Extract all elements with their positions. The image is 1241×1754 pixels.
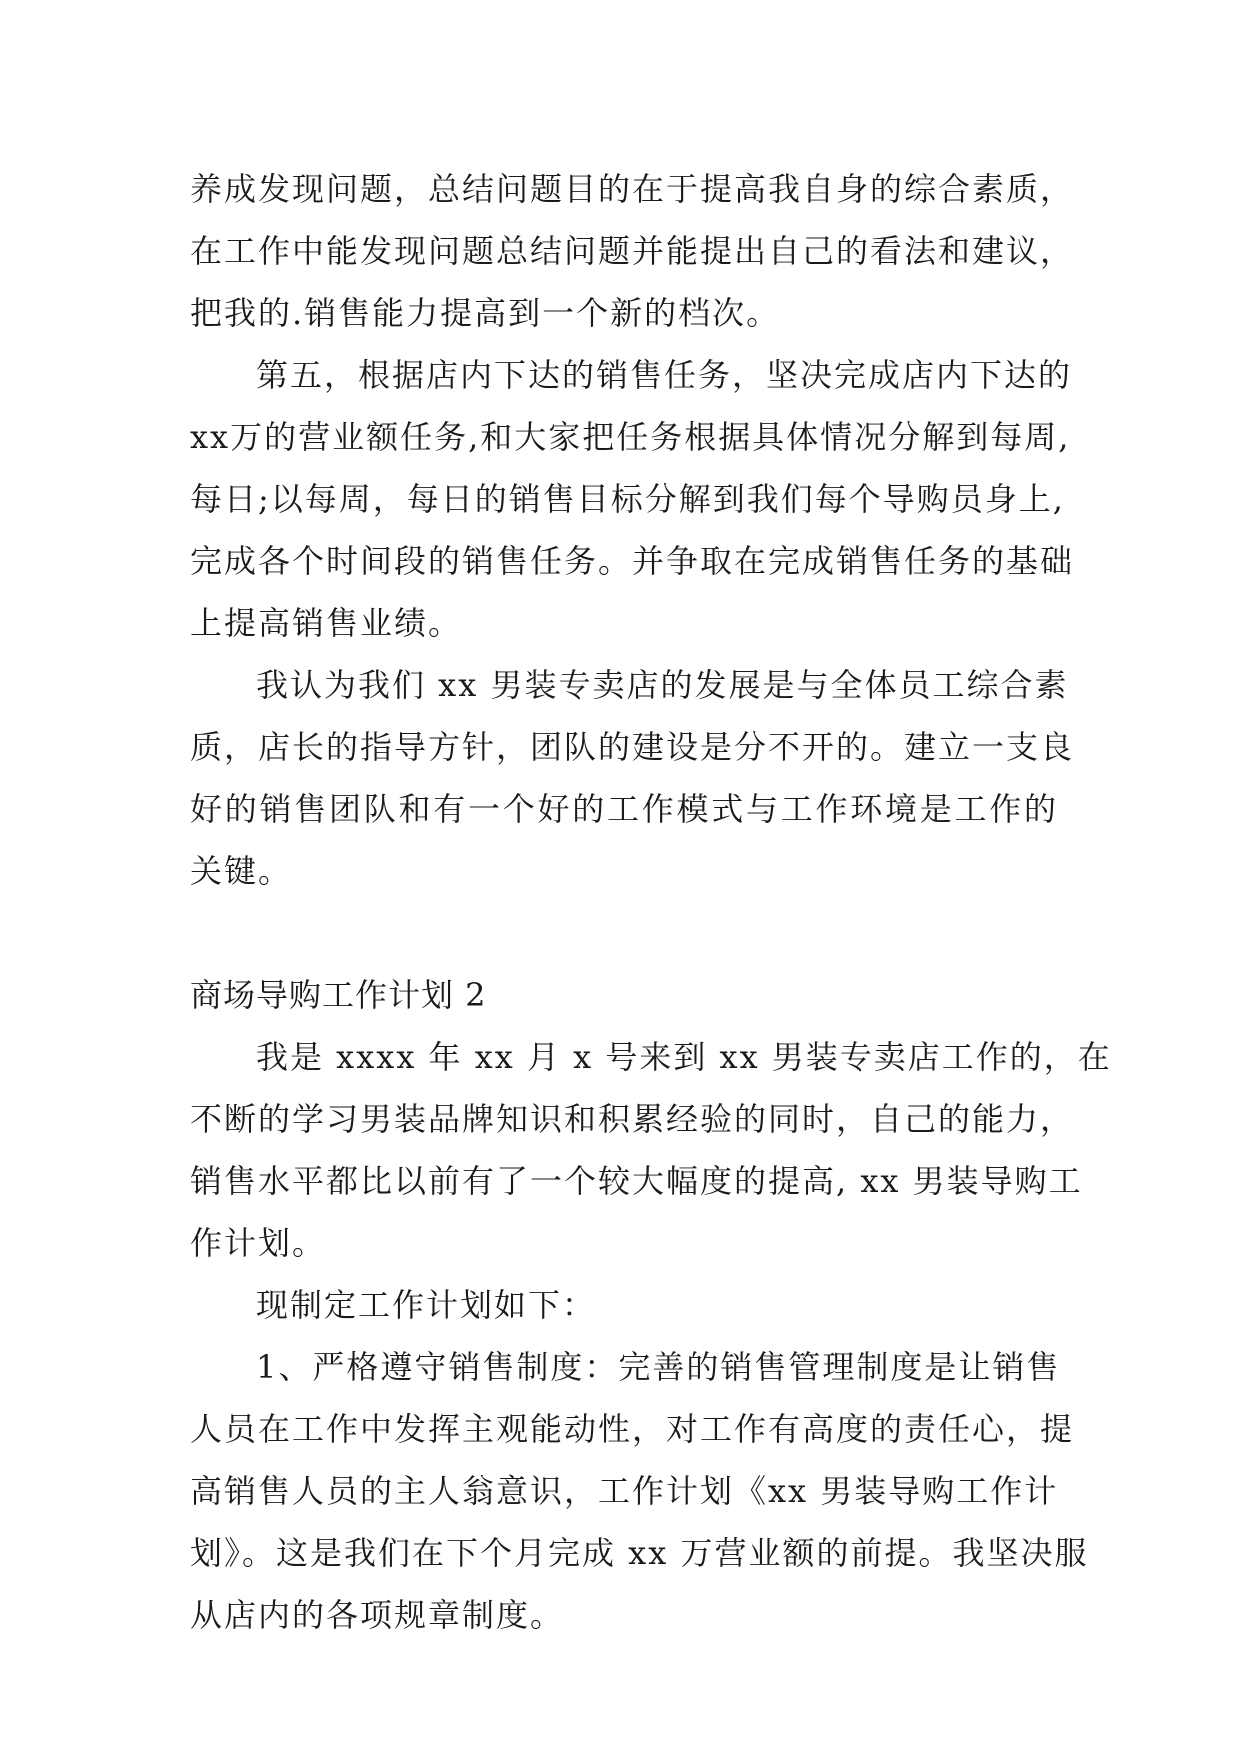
text-line: 养成发现问题，总结问题目的在于提高我自身的综合素质， <box>190 170 1075 208</box>
paragraph-plan-intro <box>190 1274 1058 1336</box>
text-line: 高销售人员的主人翁意识，工作计划《xx 男装导购工作计 <box>190 1472 1059 1510</box>
text-line: 完成各个时间段的销售任务。并争取在完成销售任务的基础 <box>190 542 1075 580</box>
paragraph-team-development <box>190 654 1075 902</box>
text-line: 销售水平都比以前有了一个较大幅度的提高, xx 男装导购工 <box>190 1162 1083 1200</box>
text-line: 从店内的各项规章制度。 <box>190 1596 565 1634</box>
text-line: 不断的学习男装品牌知识和积累经验的同时，自己的能力， <box>190 1100 1075 1138</box>
document-page <box>190 158 1112 1646</box>
text-line: xx万的营业额任务,和大家把任务根据具体情况分解到每周, <box>190 418 1071 456</box>
paragraph-introduction <box>190 1026 1112 1274</box>
text-line: 第五，根据店内下达的销售任务，坚决完成店内下达的 <box>256 356 1073 394</box>
text-line: 质，店长的指导方针，团队的建设是分不开的。建立一支良 <box>190 728 1075 766</box>
text-line: 好的销售团队和有一个好的工作模式与工作环境是工作的 <box>190 790 1058 828</box>
section-spacer <box>190 902 1058 964</box>
text-line: 每日;以每周，每日的销售目标分解到我们每个导购员身上, <box>190 480 1065 518</box>
paragraph-sales-rules <box>190 1336 1089 1646</box>
text-line: 把我的.销售能力提高到一个新的档次。 <box>190 294 781 332</box>
text-line: 划》。这是我们在下个月完成 xx 万营业额的前提。我坚决服 <box>190 1534 1089 1572</box>
text-line: 关键。 <box>190 852 293 890</box>
paragraph-sales-task <box>190 344 1075 654</box>
paragraph-problem-solving <box>190 158 1075 344</box>
section-heading: 商场导购工作计划 2 <box>190 976 487 1014</box>
text-line: 我是 xxxx 年 xx 月 x 号来到 xx 男装专卖店工作的，在 <box>256 1038 1112 1076</box>
text-line: 人员在工作中发挥主观能动性，对工作有高度的责任心，提 <box>190 1410 1075 1448</box>
text-line: 上提高销售业绩。 <box>190 604 463 642</box>
text-line: 1、严格遵守销售制度：完善的销售管理制度是让销售 <box>256 1348 1061 1386</box>
text-line: 我认为我们 xx 男装专卖店的发展是与全体员工综合素 <box>256 666 1069 704</box>
text-line: 现制定工作计划如下： <box>256 1286 597 1324</box>
text-line: 作计划。 <box>190 1224 327 1262</box>
text-line: 在工作中能发现问题总结问题并能提出自己的看法和建议， <box>190 232 1075 270</box>
